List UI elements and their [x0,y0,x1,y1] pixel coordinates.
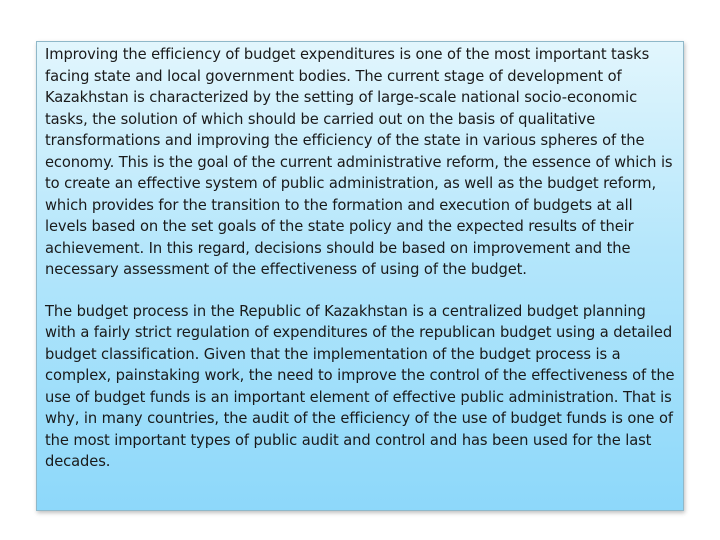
paragraph-2: The budget process in the Republic of Kazakhstan is a centralized budget planning with a fairly strict regulation of expenditures of the republican budget using a detailed budget classification. Given that the implementation of the budget process is a complex, painstaking work, the need to improve the control of the effectiveness of the use of budget funds is an important element of effective public administration. That is why, in many countries, the audit of the efficiency of the use of budget funds is one of the most important types of public audit and control and has been used for the last decades. [45,302,675,470]
paragraph-1: Improving the efficiency of budget expenditures is one of the most important tasks facing state and local government bodies. The current stage of development of Kazakhstan is characterized by the setting of large-scale national socio-economic tasks, the solution of which should be carried out on the basis of qualitative transformations and improving the efficiency of the state in various spheres of the economy. This is the goal of the current administrative reform, the essence of which is to create an effective system of public administration, as well as the budget reform, which provides for the transition to the formation and execution of budgets at all levels based on the set goals of the state policy and the expected results of their achievement. In this regard, decisions should be based on improvement and the necessary assessment of the effectiveness of using of the budget. [45,46,673,278]
text-box [36,41,684,511]
